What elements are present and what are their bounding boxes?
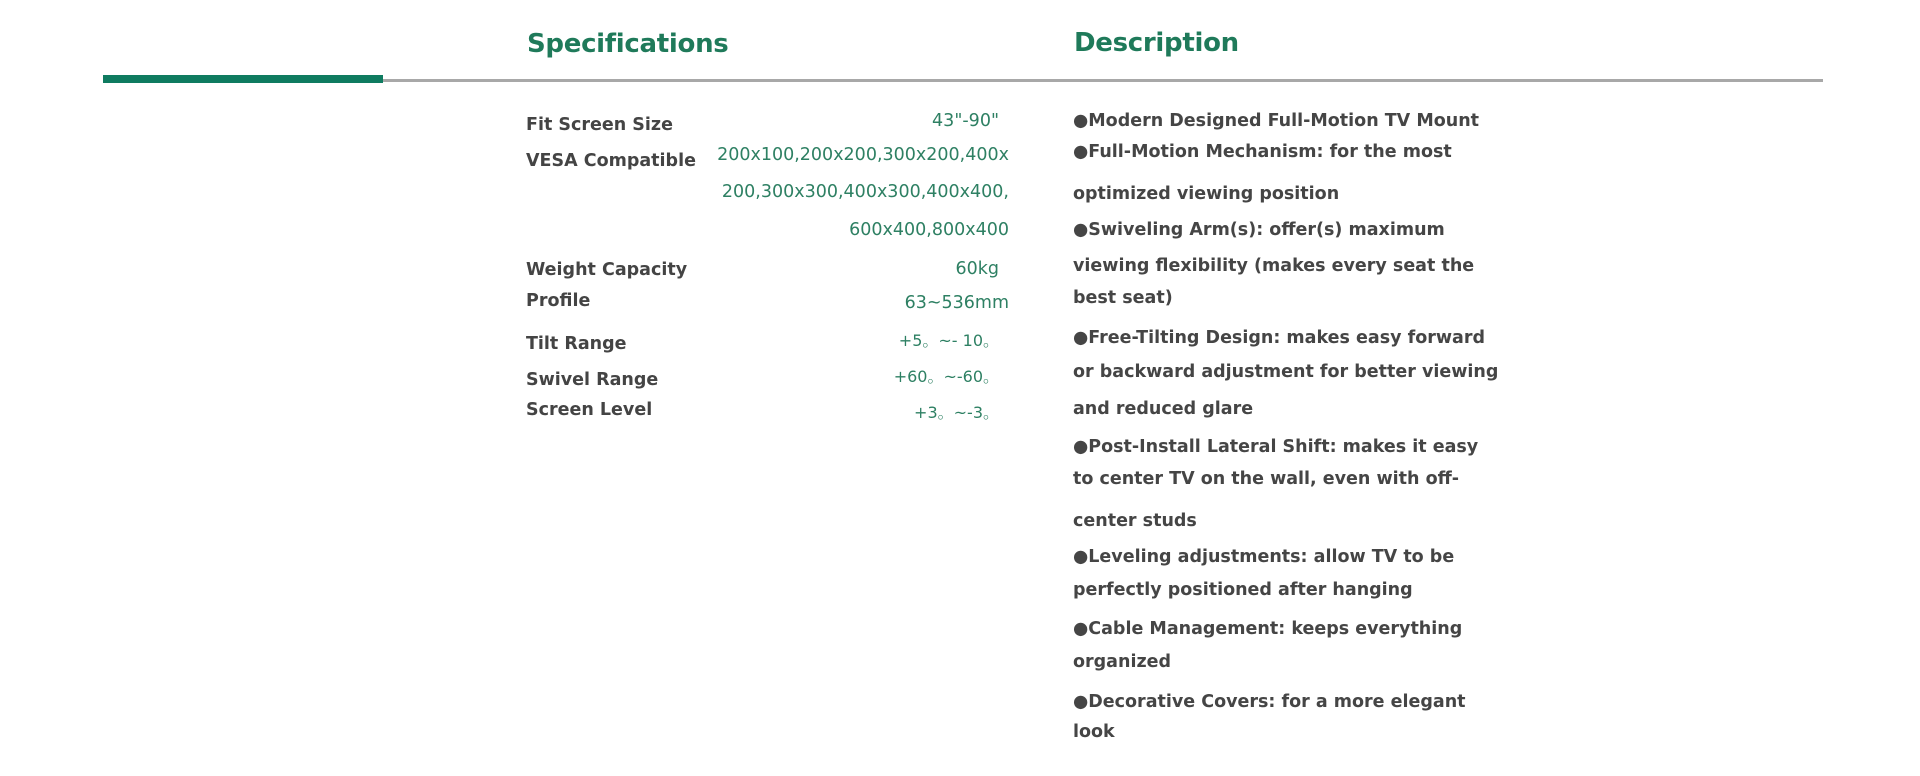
description-line: ●Post-Install Lateral Shift: makes it easy: [1073, 437, 1479, 457]
spec-label-vesa-compatible: VESA Compatible: [526, 151, 696, 171]
description-line: ●Modern Designed Full-Motion TV Mount: [1073, 111, 1480, 131]
spec-label-fit-screen-size: Fit Screen Size: [526, 115, 673, 135]
description-line: ●Leveling adjustments: allow TV to be: [1073, 547, 1455, 567]
spec-label-tilt-range: Tilt Range: [526, 334, 627, 354]
spec-value-tilt-range: +5。~- 10。: [898, 331, 999, 350]
description-line: or backward adjustment for better viewing: [1073, 362, 1499, 382]
description-line: best seat): [1073, 288, 1173, 308]
spec-value-vesa-line: 200,300x300,400x300,400x400,: [721, 182, 1009, 202]
description-line: to center TV on the wall, even with off-: [1073, 469, 1460, 489]
description-heading: Description: [1074, 28, 1239, 58]
spec-value-profile: 63~536mm: [904, 293, 1009, 313]
spec-value-screen-level: +3。~-3。: [914, 403, 999, 422]
description-line: center studs: [1073, 511, 1197, 531]
description-line: perfectly positioned after hanging: [1073, 580, 1413, 600]
description-line: ●Free-Tilting Design: makes easy forward: [1073, 328, 1486, 348]
description-line: ●Decorative Covers: for a more elegant: [1073, 692, 1466, 712]
description-line: organized: [1073, 652, 1172, 672]
spec-label-swivel-range: Swivel Range: [526, 370, 659, 390]
description-line: ●Cable Management: keeps everything: [1073, 619, 1463, 639]
description-line: ●Full-Motion Mechanism: for the most: [1073, 142, 1452, 162]
spec-label-profile: Profile: [526, 291, 591, 311]
description-line: viewing flexibility (makes every seat the: [1073, 256, 1475, 276]
section-accent-bar: [103, 75, 383, 83]
description-line: optimized viewing position: [1073, 184, 1340, 204]
spec-value-vesa-line: 600x400,800x400: [849, 220, 1009, 240]
description-line: look: [1073, 722, 1115, 742]
spec-label-screen-level: Screen Level: [526, 400, 653, 420]
spec-value-swivel-range: +60。~-60。: [893, 367, 999, 386]
spec-value-vesa-line: 200x100,200x200,300x200,400x: [717, 145, 1009, 165]
specifications-heading: Specifications: [527, 29, 729, 59]
description-line: ●Swiveling Arm(s): offer(s) maximum: [1073, 220, 1445, 240]
description-line: and reduced glare: [1073, 399, 1254, 419]
spec-value-weight-capacity: 60kg: [955, 259, 999, 279]
spec-value-fit-screen-size: 43"-90": [932, 111, 999, 131]
spec-label-weight-capacity: Weight Capacity: [526, 260, 688, 280]
